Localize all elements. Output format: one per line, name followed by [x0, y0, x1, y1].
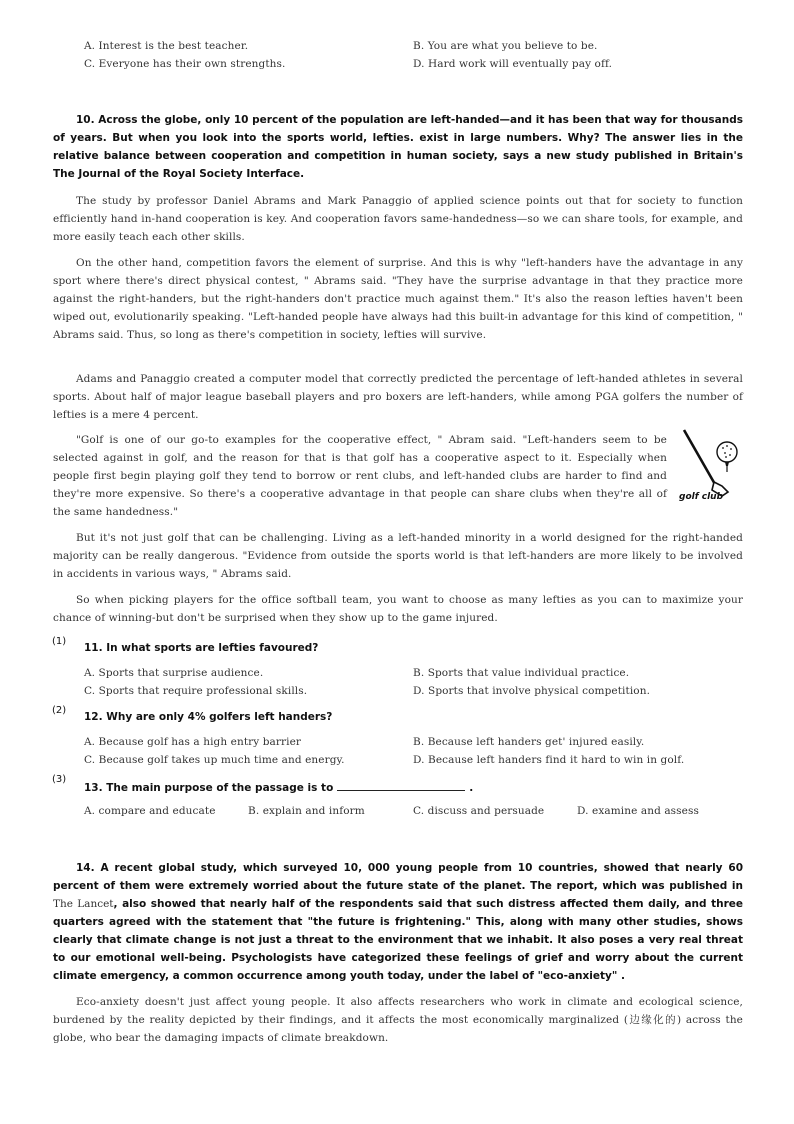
question-13-option-c[interactable]: C. discuss and persuade — [413, 805, 545, 817]
passage-14-intro-a: 14. A recent global study, which surveyed 10, 000 young people from 10 countries, showed that nearly 60 percent of them were extremely worried about the future state of the planet. The report, which was published in — [53, 862, 743, 892]
passage-10-paragraph-4: "Golf is one of our go-to examples for the cooperative effect, " Abram said. "Left-handers seem to be selected against in golf, and the reason for that is that golf has a cooperative aspect to it. Especially when people first begin playing golf they tend to borrow or rent clubs, and left-handed clubs are harder to find and they're more expensive. So there's a cooperative advantage in that people can share clubs when they're all of the same handedness." — [53, 434, 667, 518]
question-13-option-b[interactable]: B. explain and inform — [248, 805, 365, 817]
option-d: D. Hard work will eventually pay off. — [413, 58, 613, 70]
question-1-number: (1) — [52, 636, 67, 647]
question-13-stem — [84, 780, 473, 794]
question-13-stem-end: . — [469, 782, 474, 794]
question-2-number: (2) — [52, 705, 67, 716]
passage-14-paragraph-1: Eco-anxiety doesn't just affect young people. It also affects researchers who work in climate and ecological science, burdened by the reality depicted by their findings, and it affects the most economically marginalized (边缘化的) across the globe, who bear the damaging impacts of climate breakdown. — [53, 996, 743, 1044]
passage-14-intro-b: , also showed that nearly half of the respondents said that such distress affected them daily, and three quarters agreed with the statement that "the future is frightening." This, along with many other studies, shows clearly that climate change is not just a threat to the environment that we inhabit. It also poses a very real threat to our emotional well-being. Psychologists have categorized these feelings of grief and worry about the current climate emergency, a common occurrence among youth today, under the label of "eco-anxiety" . — [53, 898, 743, 982]
passage-10-paragraph-6: So when picking players for the office softball team, you want to choose as many lefties as you can to maximize your chance of winning-but don't be surprised when they show up to the game injured. — [53, 594, 743, 624]
golf-club-caption: golf club — [679, 492, 724, 502]
question-11-stem: 11. In what sports are lefties favoured? — [84, 642, 319, 654]
question-11-option-b[interactable]: B. Sports that value individual practice. — [413, 667, 630, 679]
passage-10-paragraph-1: The study by professor Daniel Abrams and Mark Panaggio of applied science points out that for society to function efficiently hand in-hand cooperation is key. And cooperation favors same-handedness—so we can share tools, for example, and more easily teach each other skills. — [53, 195, 743, 243]
question-12-option-d[interactable]: D. Because left handers find it hard to win in golf. — [413, 754, 685, 766]
option-c: C. Everyone has their own strengths. — [84, 58, 286, 70]
passage-10-paragraph-5: But it's not just golf that can be challenging. Living as a left-handed minority in a world designed for the right-handed majority can be really dangerous. "Evidence from outside the sports world is that left-handers are more likely to be involved in accidents in various ways, " Abrams said. — [53, 532, 743, 580]
passage-10-paragraph-2: On the other hand, competition favors the element of surprise. And this is why "left-handers have the advantage in any sport where there's direct physical contest, " Abrams said. "They have the surprise advantage in that they practice more against the right-handers, but the right-handers don't practice much against them." It's also the reason lefties haven't been wiped out, evolutionarily speaking. "Left-handed people have always had this built-in advantage for this kind of competition, " Abrams said. Thus, so long as there's competition in society, lefties will survive. — [53, 257, 743, 341]
question-12-stem: 12. Why are only 4% golfers left handers? — [84, 711, 333, 723]
question-13-option-d[interactable]: D. examine and assess — [577, 805, 699, 817]
option-b: B. You are what you believe to be. — [413, 40, 598, 52]
question-13-stem-text: 13. The main purpose of the passage is to — [84, 782, 334, 794]
passage-10-paragraph-3: Adams and Panaggio created a computer model that correctly predicted the percentage of left-handed athletes in several sports. About half of major league baseball players and pro boxers are left-handers, while among PGA golfers the number of lefties is a mere 4 percent. — [53, 373, 743, 421]
question-11-option-c[interactable]: C. Sports that require professional skills. — [84, 685, 308, 697]
question-3-number: (3) — [52, 774, 67, 785]
option-a: A. Interest is the best teacher. — [84, 40, 249, 52]
golf-club-illustration — [676, 426, 748, 508]
question-11-option-d[interactable]: D. Sports that involve physical competition. — [413, 685, 651, 697]
question-12-option-b[interactable]: B. Because left handers get' injured easily. — [413, 736, 645, 748]
answer-blank[interactable] — [337, 780, 465, 791]
question-11-option-a[interactable]: A. Sports that surprise audience. — [84, 667, 264, 679]
passage-14-intro — [53, 859, 743, 985]
journal-name: The Lancet — [53, 898, 114, 910]
question-12-option-a[interactable]: A. Because golf has a high entry barrier — [84, 736, 302, 748]
question-12-option-c[interactable]: C. Because golf takes up much time and energy. — [84, 754, 345, 766]
passage-10-intro: 10. Across the globe, only 10 percent of the population are left-handed—and it has been that way for thousands of years. But when you look into the sports world, lefties. exist in large numbers. Why? The answer lies in the relative balance between cooperation and competition in human society, says a new study published in Britain's The Journal of the Royal Society Interface. — [53, 114, 743, 180]
question-13-option-a[interactable]: A. compare and educate — [84, 805, 216, 817]
